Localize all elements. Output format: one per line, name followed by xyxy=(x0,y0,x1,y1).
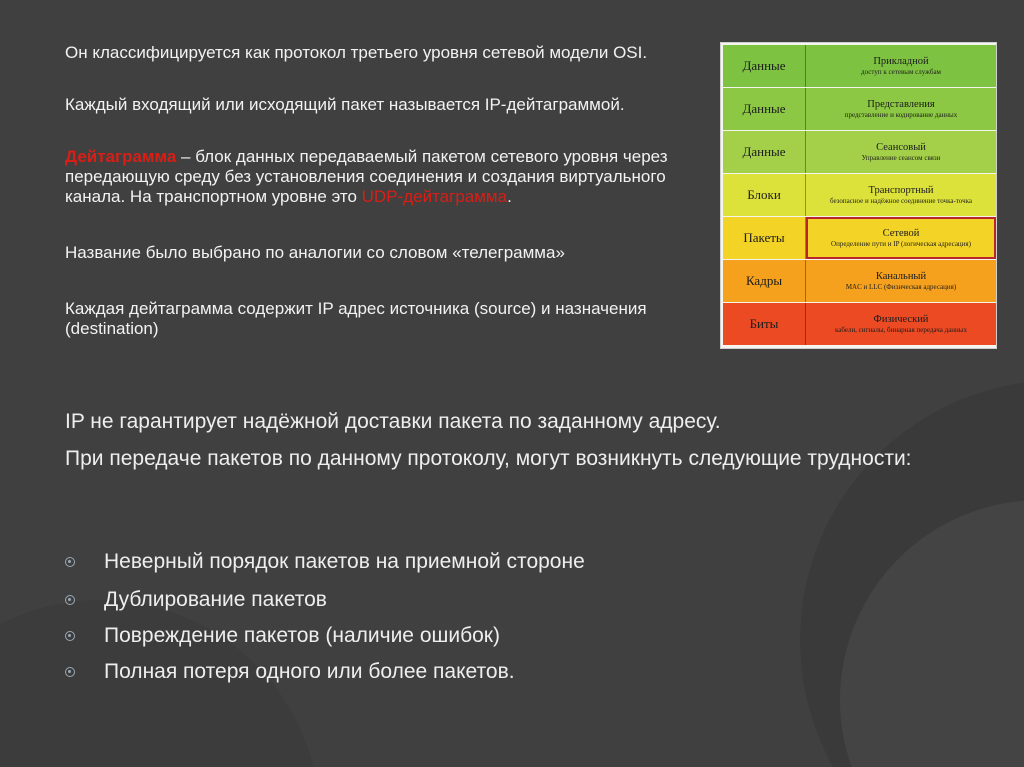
osi-layer-row xyxy=(723,217,996,259)
osi-layer-description: MAC и LLC (Физическая адресация) xyxy=(845,282,957,291)
name-origin-text: Название было выбрано по аналогии со словом «телеграмма» xyxy=(65,243,565,262)
osi-layer-name: Сетевой xyxy=(882,227,920,239)
ip-datagram-text: Каждый входящий или исходящий пакет называется IP-дейтаграммой. xyxy=(65,95,625,114)
bullet-icon xyxy=(65,667,75,677)
osi-layer-name: Канальный xyxy=(875,270,927,282)
datagram-definition xyxy=(65,147,705,207)
osi-layer-cell xyxy=(806,174,996,216)
osi-layer-name: Физический xyxy=(873,313,929,325)
osi-layer-row xyxy=(723,131,996,173)
osi-layer-row xyxy=(723,303,996,345)
bullet-icon xyxy=(65,631,75,641)
osi-unit-cell: Биты xyxy=(723,303,806,345)
bullet-text: Полная потеря одного или более пакетов. xyxy=(104,660,515,683)
osi-layer-cell xyxy=(806,260,996,302)
datagram-term: Дейтаграмма xyxy=(65,147,177,166)
osi-layer-row xyxy=(723,174,996,216)
bullet-text: Повреждение пакетов (наличие ошибок) xyxy=(104,624,500,647)
osi-layer-cell xyxy=(806,217,996,259)
osi-unit-cell: Данные xyxy=(723,88,806,130)
bullet-icon xyxy=(65,595,75,605)
osi-layer-description: безопасное и надёжное соединение точка-точка xyxy=(829,196,973,205)
osi-model-table xyxy=(720,42,997,349)
difficulties-intro: При передаче пакетов по данному протоколу, могут возникнуть следующие трудности: xyxy=(65,447,912,470)
osi-layer-cell xyxy=(806,88,996,130)
datagram-definition-text: – блок данных передаваемый пакетом сетевого уровня через передающую среду без установления соединения и создания виртуального канала. На транспортном уровне это xyxy=(65,147,668,206)
osi-unit-cell: Данные xyxy=(723,131,806,173)
osi-unit-cell: Данные xyxy=(723,45,806,87)
osi-unit-cell: Пакеты xyxy=(723,217,806,259)
source-destination-text: Каждая дейтаграмма содержит IP адрес источника (source) и назначения (destination) xyxy=(65,299,647,338)
definition-end: . xyxy=(507,187,512,206)
osi-layer-description: Управление сеансом связи xyxy=(861,153,941,162)
osi-unit-cell: Блоки xyxy=(723,174,806,216)
osi-layer-row xyxy=(723,260,996,302)
osi-layer-name: Сеансовый xyxy=(876,141,926,153)
osi-layer-description: Определение пути и IP (логическая адресация) xyxy=(831,239,971,248)
bullet-item xyxy=(65,623,500,649)
osi-layer-description: доступ к сетевым службам xyxy=(861,67,941,76)
bullet-item xyxy=(65,587,327,613)
osi-classification-text: Он классифицируется как протокол третьего уровня сетевой модели OSI. xyxy=(65,43,648,62)
osi-layer-row xyxy=(723,88,996,130)
no-guarantee-text: IP не гарантирует надёжной доставки пакета по заданному адресу. xyxy=(65,410,721,433)
osi-unit-cell: Кадры xyxy=(723,260,806,302)
osi-layer-description: кабели, сигналы, бинарная передача данных xyxy=(834,325,968,334)
bullet-icon xyxy=(65,557,75,567)
osi-layer-cell xyxy=(806,45,996,87)
osi-layer-name: Прикладной xyxy=(873,55,929,67)
osi-layer-description: представление и кодирование данных xyxy=(844,110,958,119)
osi-layer-name: Представления xyxy=(867,98,935,110)
osi-layer-row xyxy=(723,45,996,87)
bullet-text: Неверный порядок пакетов на приемной стороне xyxy=(104,550,585,573)
osi-layer-name: Транспортный xyxy=(868,184,934,196)
udp-datagram-term: UDP-дейтаграмма xyxy=(361,187,508,206)
osi-layer-cell xyxy=(806,131,996,173)
osi-layer-cell xyxy=(806,303,996,345)
bullet-item xyxy=(65,659,515,685)
bullet-item xyxy=(65,549,585,575)
bullet-text: Дублирование пакетов xyxy=(104,588,327,611)
